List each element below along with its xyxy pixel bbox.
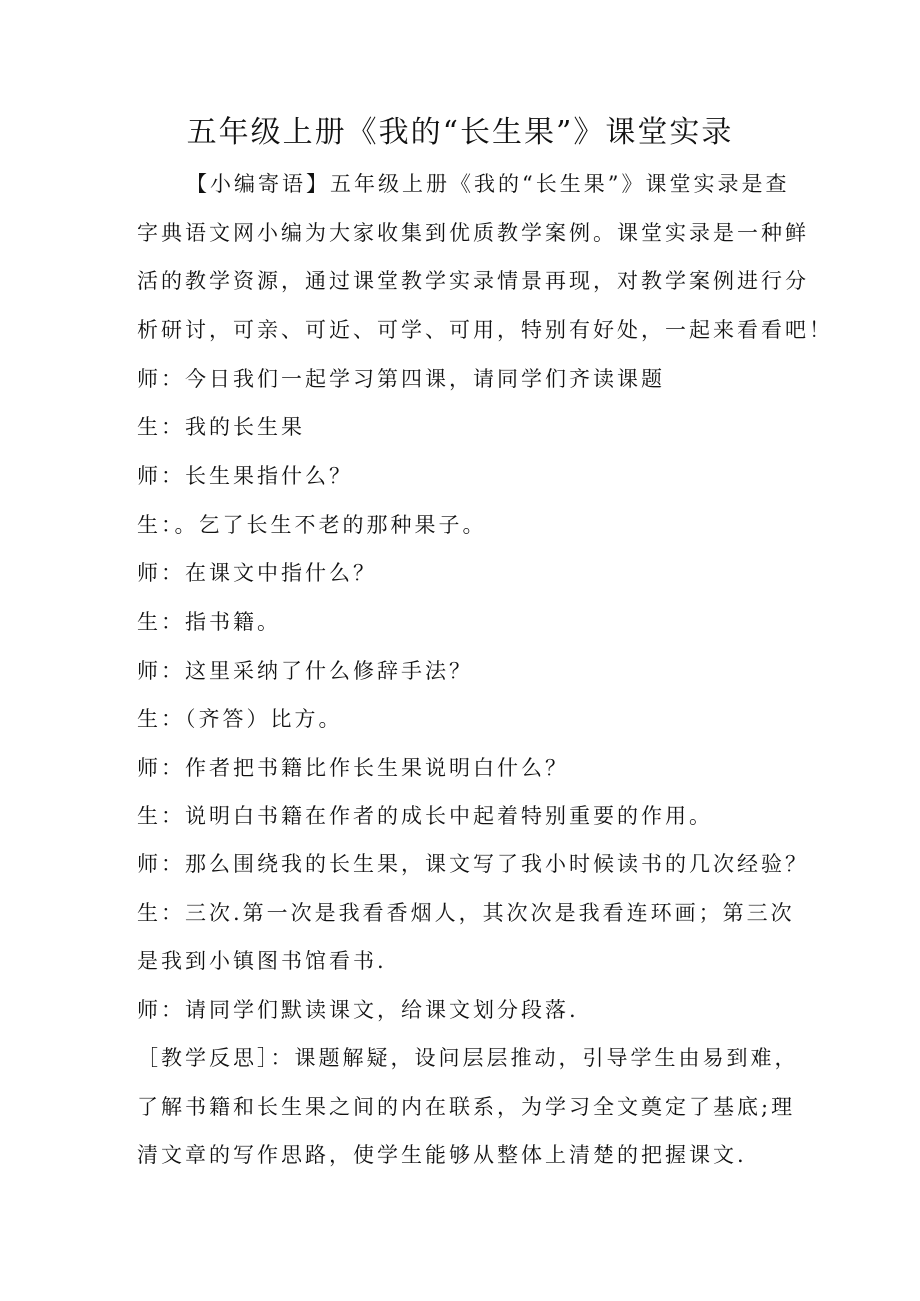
- dialogue-line: 生：（齐答）比方。: [137, 707, 343, 731]
- dialogue-line: 师：长生果指什么？: [137, 464, 353, 488]
- dialogue-line: 生：说明白书籍在作者的成长中起着特别重要的作用。: [137, 804, 713, 828]
- dialogue-line: 生：我的长生果: [137, 415, 305, 439]
- dialogue-line: 生：。乞了长生不老的那种果子。: [137, 513, 487, 537]
- reflection-line: 清文章的写作思路，使学生能够从整体上清楚的把握课文.: [137, 1143, 747, 1167]
- intro-line: 字典语文网小编为大家收集到优质教学案例。课堂实录是一种鲜: [137, 221, 809, 245]
- intro-line: 活的教学资源，通过课堂教学实录情景再现，对教学案例进行分: [137, 269, 809, 293]
- intro-line: 析研讨，可亲、可近、可学、可用，特别有好处，一起来看看吧！: [137, 318, 833, 342]
- dialogue-line: 师：那么围绕我的长生果，课文写了我小时候读书的几次经验？: [137, 852, 809, 876]
- document-title: 五年级上册《我的“长生果”》课堂实录: [186, 115, 734, 150]
- dialogue-line: 师：在课文中指什么？: [137, 561, 377, 585]
- reflection-line: 了解书籍和长生果之间的内在联系，为学习全文奠定了基底;理: [137, 1095, 796, 1119]
- dialogue-line: 生：三次.第一次是我看香烟人，其次次是我看连环画；第三次: [137, 901, 795, 925]
- dialogue-line: 师：作者把书籍比作长生果说明白什么？: [137, 756, 569, 780]
- dialogue-line: 师：请同学们默读课文，给课文划分段落.: [137, 998, 579, 1022]
- reflection-line: ［教学反思］：课题解疑，设问层层推动，引导学生由易到难，: [137, 1046, 799, 1070]
- intro-line: 【小编寄语】五年级上册《我的“长生果”》课堂实录是查: [186, 172, 790, 196]
- dialogue-line: 是我到小镇图书馆看书.: [137, 949, 387, 973]
- dialogue-line: 生：指书籍。: [137, 610, 281, 634]
- dialogue-line: 师：今日我们一起学习第四课，请同学们齐读课题: [137, 367, 665, 391]
- dialogue-line: 师：这里采纳了什么修辞手法？: [137, 659, 473, 683]
